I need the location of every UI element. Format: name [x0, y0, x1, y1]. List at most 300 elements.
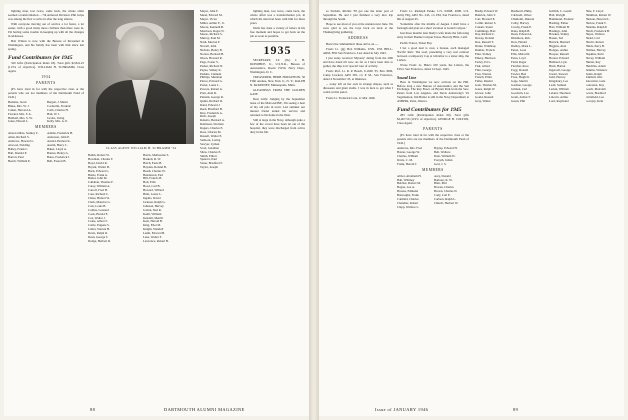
- member-name: Gale, Thomas M.: [475, 84, 497, 88]
- parents-note: (P's have tried in for with the respective class or the parents who are not members of the Dartmouth Fund of 1945.): [8, 86, 84, 99]
- member-name: Bates, Frederick J.: [47, 155, 71, 159]
- member-name: Miller, Arthur F., Jr.: [200, 20, 225, 25]
- member-name: Hall, W. J.: [47, 112, 60, 116]
- member-name: Lawrence, Robert B.: [143, 238, 169, 243]
- member-name: Dewey, Roland: [475, 37, 495, 41]
- member-name: Gage, Merritt: [511, 80, 528, 84]
- member-name: Bogue, Lee A.: [397, 186, 415, 190]
- class-notes-text-6: [397, 10, 469, 45]
- notes-paragraph: lighting man, lost twice, came back, the whole affair was a transformation job, in which his men had been with him for three years.: [250, 10, 305, 25]
- member-name: Chisholm, Duncan: [511, 17, 535, 21]
- member-name: Leach, Malcolm: [585, 88, 606, 92]
- member-name: King, Eliot M.: [143, 223, 162, 228]
- member-name: Bowen, Charles: [434, 186, 454, 190]
- class-notes-text-3: [250, 89, 305, 135]
- member-name: Hovey, William: [585, 56, 606, 60]
- member-name: Page, Foster S.: [200, 59, 219, 64]
- member-name: Haskins, Ralph P.: [585, 25, 608, 29]
- member-name: Cummings, Bart: [475, 29, 496, 33]
- member-name: Baxter, George W.: [397, 151, 420, 155]
- parents-list-right: [397, 147, 469, 167]
- member-name: Hayes, Wallace: [585, 33, 605, 37]
- member-name: Bushy, Edward W.: [475, 10, 499, 13]
- member-name: Spencer, Paul: [200, 157, 217, 162]
- member-name: Burns, Frank A.: [88, 172, 108, 177]
- subsection-heading: Sound Line: [397, 74, 417, 80]
- member-name: Field, Roger: [511, 60, 527, 64]
- member-name: Hastings, John: [549, 29, 568, 33]
- member-name: Carr, Howard E.: [475, 17, 496, 21]
- member-name: Cohen, Harvard A.: [8, 108, 32, 112]
- member-name: Shaw, Charles E.: [200, 149, 222, 154]
- member-name: Brown, Charles N.: [434, 190, 458, 194]
- member-name: Lovejoy, Kent: [585, 99, 604, 103]
- member-name: Holt, Ellis: [143, 180, 156, 185]
- member-name: Andrews, Mrs. Fred: [397, 147, 422, 151]
- member-name: Fowler, Ben: [511, 72, 527, 76]
- member-name: Doe, Russell T.: [475, 41, 494, 45]
- member-name: Pratt, Alan R.: [200, 91, 217, 96]
- member-name: Jenkins, Winslow: [585, 68, 608, 72]
- member-name: Higgins, Alan: [549, 45, 567, 49]
- member-name: Horton, Edward: [549, 56, 569, 60]
- member-name: Hutchins, Adam: [585, 64, 606, 68]
- notes-paragraph: Dear Gilly: Judging by the September issue of the MAGAZINE, I'm seeing a host of my old pals in town. Last summer our mutual friend ended his service and returned to his home in the West.: [250, 97, 305, 118]
- member-name: Pierce, Edward G.: [200, 79, 223, 84]
- member-name: Day, Richard C.: [475, 33, 495, 37]
- member-name: Hazen, Ted: [549, 37, 563, 41]
- member-name: Dodge, Herbert R.: [88, 238, 111, 243]
- member-name: Ellis, Malcolm: [511, 52, 530, 56]
- member-name: Cockerlin, Frederic: [47, 104, 72, 108]
- notes-paragraph: Still at large in the Navy, although quite a few of the crowd have been let out of the hospital, they were discharged from active duty in the fall.: [250, 118, 305, 135]
- page-number-right: 89: [513, 407, 519, 412]
- member-name: Adams, Frederick H.: [47, 132, 73, 136]
- members-list-right-3: [549, 10, 620, 104]
- member-name: Allen, Richard S.: [8, 136, 30, 140]
- notes-paragraph: GLEANINGS FROM THE GOLDEN GATE: [250, 88, 305, 97]
- members-list-right: [397, 175, 469, 210]
- parents-note-right: (P's have tried in for with the respective class or the parents who are not members of the Dartmouth Fund of 1945.): [397, 133, 469, 145]
- member-name: Kent, Harold B.: [143, 219, 163, 224]
- member-name: Carlson, Ralph L.: [434, 198, 456, 202]
- member-name: Green, Phil: [511, 99, 526, 103]
- member-name: Kelly, Mrs. A. P.: [47, 120, 68, 124]
- member-name: Gould, Russell: [475, 95, 494, 99]
- right-column-4: [549, 10, 620, 410]
- notes-paragraph: I just today received 'Mystery' dating from the 29th and have dated till now. As far as I have been able to gather, the ship is in 'special' tour of activity.: [323, 56, 393, 69]
- member-name: Harris, Melbourne S.: [143, 154, 170, 157]
- member-name: Kendall, Merrill: [143, 215, 164, 220]
- class-notes-text-8: [397, 81, 469, 104]
- member-name: Eliot, Sidney: [475, 52, 492, 56]
- spread-gutter: [309, 0, 319, 420]
- member-name: Bell, Wallace: [434, 151, 451, 155]
- notes-paragraph: Here's the 'ammunition' these arrive on......: [326, 41, 379, 46]
- member-name: French, Elliot: [475, 76, 493, 80]
- member-name: Moore, Kenneth B.: [200, 24, 224, 29]
- notes-paragraph: Here in Washington we now activate on the Hill. Before long a new Bureau of Aeronautics and the Sail Exchange. The Roy Bowl, on Bryant Park from the Saw. Peters from Lox Angeles, and Davis Armstrong's '45 Sagamanton, Jim Butler is still in the Navy Department at ASBPPA, Paris, Ottawa.: [397, 79, 469, 104]
- member-name: Fuller, Randal: [475, 80, 493, 84]
- member-name: Keith, William: [143, 211, 162, 216]
- member-name: Newell, John: [200, 44, 217, 49]
- member-name: Dudley, Mark L.: [511, 45, 532, 49]
- member-name: Arey, Donald: [434, 174, 451, 178]
- member-name: Hayden, Roland B.: [143, 164, 167, 169]
- parents-list: [8, 101, 84, 124]
- member-name: Scott, Jonathan: [200, 145, 219, 150]
- member-name: Barnes, Henry G.: [47, 151, 69, 155]
- right-page: [319, 4, 624, 416]
- member-name: Frost, Hugh D.: [511, 76, 530, 80]
- member-name: Hamilton, Robert W.: [585, 13, 612, 17]
- member-name: Conant, Stuart: [475, 25, 493, 29]
- member-name: Lamb, Edward B.: [143, 231, 165, 236]
- member-name: Ingersoll, George: [549, 68, 571, 72]
- members-list-right-2: [475, 10, 545, 104]
- issue-date-footer: Issue of JANUARY 1946: [375, 407, 429, 412]
- member-name: Jewett, Stewart: [549, 72, 568, 76]
- member-name: Jackson, Ralph G.: [143, 199, 166, 204]
- member-name: Judd, Harvey: [549, 76, 566, 80]
- member-name: Colby, Harvey: [511, 21, 530, 25]
- fund-heading-right: Fund Contributors for 1945: [397, 107, 462, 114]
- class-1935-heading: 1935: [263, 43, 292, 58]
- member-name: Anderson, John E.: [47, 136, 70, 140]
- member-name: Dunbar, Francis: [475, 49, 495, 53]
- notes-paragraph: With everyone moving out of service a lot faster, a lot easier, with a good many more civilians than there were in, I'm having some trouble in keeping up with all the changes in addresses.: [8, 22, 84, 38]
- member-name: Meyer, Victor: [200, 16, 218, 21]
- member-name: Morrison, Roger N.: [200, 28, 225, 33]
- member-name: Hood, Carl B.: [143, 184, 161, 189]
- member-name: Porter, Louis L.: [200, 83, 220, 88]
- member-name: Leland, Thornton: [549, 92, 571, 96]
- member-name: Baker, Lloyd A.: [47, 147, 67, 151]
- member-name: Kingsbury, Lee: [549, 80, 569, 84]
- left-column-4: [200, 10, 246, 410]
- member-name: Kimball, Otis: [585, 76, 603, 80]
- members-list-2: [88, 154, 140, 244]
- member-name: Hooper, Russell: [549, 52, 569, 56]
- member-name: Joslin, Ralph: [585, 72, 602, 76]
- member-name: Fogg, Donald: [511, 68, 529, 72]
- member-name: Blair, Phil: [434, 182, 447, 186]
- member-name: Burroughs, Frank: [397, 194, 419, 198]
- notes-paragraph: 'Sometime after the middle of August I shall have a furlough and plan on a short vacation at Grand Canyon.': [397, 22, 469, 31]
- member-name: Estes, Loyd: [511, 56, 526, 60]
- member-name: Hanson, Howard L.: [585, 17, 610, 21]
- member-name: Lord, Raymond: [549, 99, 569, 103]
- class-notes-text-7: [397, 47, 469, 72]
- member-name: Holmes, Harvey: [585, 49, 606, 53]
- member-name: Forsyth, Julian: [434, 158, 453, 162]
- member-name: Coffin, Robert S.: [475, 21, 497, 25]
- member-name: Davis, Ralph O.: [88, 231, 108, 236]
- member-name: Lancaster, Roy: [585, 84, 605, 88]
- member-name: Heald, Carl: [585, 37, 600, 41]
- member-name: Payne, Sidney K.: [200, 67, 222, 72]
- member-name: Hatch, Frederick B.: [585, 29, 610, 33]
- member-name: Farrand, Mrs. F. A.: [8, 112, 32, 116]
- member-name: Bergen, J. Marin: [47, 100, 68, 104]
- member-name: Hubbard, Lyle: [549, 60, 567, 64]
- fund-summary: 320 Gifts (Participation Index 93). Total gifts $2,841.25 (113% of objective). WILLIAM H. SCHRAMM, Class Agent.: [8, 61, 84, 74]
- member-name: Hodges, Arthur: [549, 49, 569, 53]
- members-list: [8, 132, 84, 163]
- member-name: Littlefield, Lee: [585, 95, 605, 99]
- left-column-2: [88, 154, 140, 404]
- notes-paragraph: Pacific Patrol, Ticket Boy: [400, 40, 432, 45]
- member-name: Curtis, Eugene S.: [88, 223, 110, 228]
- member-name: Case, Richard C.: [88, 192, 109, 197]
- member-name: Gates, Ralph W.: [475, 88, 496, 92]
- member-name: Chandler, Robert: [397, 202, 419, 205]
- member-name: Powers, Robert G.: [200, 87, 223, 92]
- member-name: Hall, Dwight: [549, 13, 566, 17]
- member-name: Perkins, Clement: [200, 71, 222, 76]
- member-name: Hill, Francis B.: [143, 176, 163, 181]
- member-name: Arnold, Herbert K.: [47, 140, 71, 144]
- member-name: Dean, Edward A.: [511, 33, 533, 37]
- member-name: Sawyer, Lyman: [200, 141, 220, 146]
- member-name: Nichols, Henry B.: [200, 48, 223, 53]
- member-name: Flint, George: [475, 68, 492, 72]
- left-column-3: [143, 154, 195, 404]
- member-name: Putnam, George R.: [200, 94, 224, 99]
- member-name: Hunt, Lester L.: [143, 192, 162, 197]
- member-name: Morse, Richard S.: [200, 32, 223, 37]
- notes-paragraph: From: Lt. (jg) Bob Williams, USN, USS BELL-ARM, FPO San Francisco. Last dated in July 1945.: [323, 47, 393, 55]
- notes-paragraph: Wrote From: Lt. Hale's 100 yards, the Lisbon, the F.P.O. San Francisco, dated 14 Sept. 1945.: [397, 62, 469, 71]
- member-name: Howard, Willard: [143, 188, 164, 193]
- officer-line: TREASURER, HERB HOUGHTON, 30 Fifth Avenue, New York 11, N. Y.; RALPH N. McKINNEY, Minneapolis, Minn.: [250, 75, 305, 87]
- member-name: Olson, Howard R.: [200, 55, 223, 60]
- member-name: Gilman, Carl: [511, 88, 528, 92]
- class-notes-text: [8, 10, 84, 52]
- member-name: Carroll, Fred H.: [88, 188, 108, 193]
- member-name: Church, Herbert W.: [434, 202, 459, 205]
- member-name: Graf, J. S.: [434, 162, 447, 166]
- member-name: Reed, Bradford B.: [200, 106, 223, 111]
- member-name: Bailey, Frank C.: [8, 147, 29, 151]
- member-name: Cutler, Warren H.: [88, 227, 110, 232]
- member-name: Dinsmore, Rob.: [511, 37, 531, 41]
- member-name: Gardner, George: [511, 84, 532, 88]
- member-name: Fletcher, Ross: [511, 64, 529, 68]
- member-name: Charles, William: [397, 155, 418, 159]
- member-name: Collins, Leonard: [88, 207, 109, 212]
- member-name: Hurd, Harlan: [549, 64, 566, 68]
- member-name: Robinson, Norman: [200, 122, 224, 127]
- member-name: Roberts, Bernard A.: [200, 118, 225, 123]
- left-column-1: [8, 10, 84, 410]
- member-name: Lewis, Bradford: [585, 92, 606, 96]
- member-name: Eaton, Leon: [511, 49, 527, 53]
- member-name: Sanborn, Loring: [200, 137, 221, 142]
- member-name: Buttrick, John T.: [475, 13, 496, 17]
- member-name: Abbot, Abraham H.: [397, 174, 422, 178]
- member-name: Chase, Hubert W.: [88, 195, 110, 200]
- right-column-1: [323, 10, 393, 410]
- member-name: Hart, William H.: [549, 25, 570, 29]
- member-name: Fisk, Alfred: [475, 64, 490, 68]
- notes-paragraph: From: Lt. Frederick Cole, 11 Mar 1946.: [326, 95, 376, 100]
- member-name: Glover, John: [475, 92, 491, 96]
- member-name: Boyd, David R.: [88, 160, 108, 165]
- member-name: Cook, Harold E.: [88, 211, 109, 216]
- member-name: Stone, Bradford F.: [200, 161, 223, 166]
- notes-paragraph: Bob Wilson is now with the Bureau of Personnel in Washington, and his family has been with him since last spring.: [8, 39, 84, 51]
- member-name: Cobb, Charles H.: [47, 108, 69, 112]
- right-column-3: [475, 10, 545, 410]
- member-name: Andrews, Howard L.: [8, 140, 35, 144]
- member-name: Bell, Everett B.: [47, 159, 67, 163]
- members-list-4: [200, 10, 246, 170]
- member-name: Brooks, Edmund: [397, 190, 418, 194]
- member-name: Beach, William E.: [8, 159, 31, 163]
- page-number-left: 88: [90, 407, 96, 412]
- class-year: 1934: [41, 74, 51, 79]
- member-name: Barbour, R. W.: [434, 178, 453, 182]
- member-name: Haskell, R. W.: [143, 156, 161, 161]
- member-name: Hubbell, Mrs. S. W.: [8, 116, 33, 120]
- member-name: Barrett, Paul: [8, 155, 24, 159]
- member-name: Buck, Edward L.: [88, 168, 110, 173]
- member-name: Rand, Edward J.: [200, 102, 221, 107]
- member-name: Cole, Louis B.: [88, 203, 107, 208]
- member-name: Bayley, Edward H.: [434, 147, 458, 151]
- member-name: Phillips, Sherman: [200, 75, 223, 80]
- class-notes-text-4: [323, 10, 393, 35]
- class-notes-text-2: [250, 10, 305, 39]
- member-name: Murray, Paul M.: [200, 36, 221, 41]
- notes-paragraph: Just three months later Rudy's wife made the following entry in their Bonnie Canyon Texas, Beverly Hills, Calif.: [397, 31, 469, 40]
- member-name: Clapp, Wallace L.: [397, 205, 420, 209]
- section-heading: ADDRESS: [347, 35, 369, 40]
- member-name: Hinds, Perry B.: [585, 45, 605, 49]
- parents-label-right: PARENTS: [423, 127, 443, 132]
- photo-caption: CLASS AGENT WILLIAM H. SCHRAMM '34: [105, 146, 177, 150]
- member-name: Parker, Richard N.: [200, 63, 224, 68]
- member-name: Dow, Harold: [511, 41, 527, 45]
- member-name: Smith, Elliott: [200, 153, 217, 158]
- parents-label: PARENTS: [36, 80, 56, 85]
- member-name: Griffith, C. Gould: [549, 10, 572, 13]
- member-name: Clark, Maurice G.: [88, 199, 111, 204]
- member-name: Grant, Arthur F.: [511, 95, 531, 99]
- magazine-title-footer: DARTMOUTH ALUMNI MAGAZINE: [164, 407, 245, 412]
- members-list-3: [143, 154, 195, 244]
- member-name: Foss, Warren: [475, 72, 492, 76]
- member-name: Johnson, Harvey: [143, 203, 164, 208]
- member-name: Dana, Ralph B.: [511, 29, 531, 33]
- member-name: Bryant, Walter B.: [88, 164, 110, 169]
- left-column-5: [250, 10, 305, 410]
- member-name: Harlow, Frank T.: [585, 21, 607, 25]
- member-name: Bowman, Charles F.: [88, 156, 114, 161]
- member-name: Callahan, Thomas F.: [88, 180, 114, 185]
- left-page: [4, 4, 309, 416]
- member-name: Hatch, Earle B.: [143, 160, 163, 165]
- member-name: Carey, William A.: [88, 184, 111, 189]
- member-name: Canfield, Charles: [397, 198, 419, 202]
- member-name: Ladd, Samuel: [549, 84, 567, 88]
- member-name: Mayer, John F.: [200, 10, 219, 13]
- member-name: Knight, Wendell: [143, 227, 164, 232]
- member-name: Caldwell, Oliver: [511, 13, 532, 17]
- member-name: Dean, George T.: [88, 235, 109, 240]
- member-name: Bohm, Robert W.: [88, 154, 110, 157]
- member-name: Rich, Joseph: [200, 114, 216, 119]
- notes-paragraph: From: Prof. Lt. R. P. Beach, 0-1600 '35, Box 3006, Camp Crockett, APO 305, c/o P. M., San Francisco, dated 4 November '45, at Okinawa.: [323, 69, 393, 82]
- member-name: Belcher, Robert M.: [397, 182, 421, 186]
- member-name: Lane, Walter F.: [143, 235, 162, 240]
- member-name: Gray, Walter: [475, 99, 491, 103]
- member-name: Larkin, William: [549, 88, 569, 92]
- member-name: Lincoln, Arthur: [549, 95, 569, 99]
- member-name: Rice, Frederick A.: [200, 110, 223, 115]
- photo-head: [118, 26, 162, 80]
- member-name: Crosby, Frank E.: [511, 25, 532, 29]
- member-name: Jordan, Ned R.: [143, 207, 162, 212]
- member-name: Russell, Walter E.: [200, 134, 223, 138]
- member-name: Frank, Harold J.: [397, 162, 418, 166]
- member-name: Nash, Morton F.: [200, 40, 221, 45]
- member-name: Norton, Bernard H.: [200, 51, 225, 56]
- member-name: Bushwell, Philip: [511, 10, 532, 13]
- member-name: Ross, Charles M.: [200, 130, 222, 135]
- member-name: Atwood, Fielding: [8, 143, 30, 147]
- member-name: Jones, Harold L.: [8, 120, 29, 124]
- notes-paragraph: so Stickler, Ritchie '38 got one the latter part of September. He and I just finished a very nice trip through the South.: [323, 10, 393, 21]
- member-name: Blake, Mrs. W. J.: [8, 104, 30, 108]
- member-name: Ball, Donald P.: [8, 151, 27, 155]
- member-name: Cox, Walter J.: [88, 215, 106, 220]
- member-name: Hawkes, Sidney: [549, 33, 570, 37]
- member-name: Hopkins, Reid: [585, 52, 604, 56]
- member-name: Farley, Ed L.: [475, 60, 492, 64]
- notes-paragraph: From: Lt. Rudolph Panke, U.S. 04568, 4908, U.S. Army HQ, APO No. 245, c/o PM, San Francisco, dated 6th of August 45.: [397, 10, 469, 21]
- member-name: Austin, Harry C.: [47, 143, 68, 147]
- member-name: Abercrombie, Stanley C.: [8, 132, 39, 136]
- member-name: Hammond, Frederic: [549, 17, 574, 21]
- member-name: Quinn, Richard D.: [200, 98, 223, 103]
- member-name: Davis, C. M.: [397, 158, 413, 162]
- fund-summary-right: 283 Gifts (Participation Index 69). Total gifts $2,407.50 (119% of objective). GEORGE H. COLTON, Class Agent.: [397, 113, 469, 126]
- member-name: Cady, Carl E.: [434, 194, 451, 198]
- notes-paragraph: Wells has done a variety of letters in his free moment and hopes to get back on the job as soon as possible.: [250, 26, 305, 38]
- member-name: Knowlton, Gale: [585, 80, 606, 84]
- fund-heading: Fund Contributors for 1945: [8, 54, 73, 61]
- class-agent-photo: [88, 10, 194, 144]
- member-name: Taylor, Joseph: [200, 165, 218, 170]
- member-name: Herrick, Bernard: [549, 41, 570, 45]
- officer-line: SECRETARY, LT. (JG) J. H. DONOHUE, Jr., U.S.N.R., Bureau of Aeronautics, Room 1W50, Navy Dept., Washington, D. C.: [250, 58, 305, 74]
- member-name: Butler, John M.: [88, 176, 108, 181]
- member-name: Ingalls, David: [143, 195, 161, 200]
- member-name: Hunter, Ray: [585, 60, 601, 64]
- members-label: MEMBERS: [35, 125, 57, 130]
- member-name: Emery, Harrison: [475, 56, 496, 60]
- member-name: Ball, Whitney: [397, 178, 415, 182]
- right-column-2: [397, 10, 469, 410]
- section-rule: [250, 40, 305, 42]
- notes-paragraph: Hope to see most of you at the reunion next June. We were glad to see the boys back on deck at the Thanksgiving gathering.: [323, 22, 393, 34]
- member-name: Rogers, Charles E.: [200, 126, 224, 131]
- notes-paragraph: fighting man, lost twice, came back, the whole affair seemed a transformation ... 7th Armored Division. Phil Gripe was among the first to write in after the long silence.: [8, 10, 84, 21]
- member-name: Hewitt, Robert: [585, 41, 604, 45]
- member-name: Dale, William W.: [434, 155, 456, 159]
